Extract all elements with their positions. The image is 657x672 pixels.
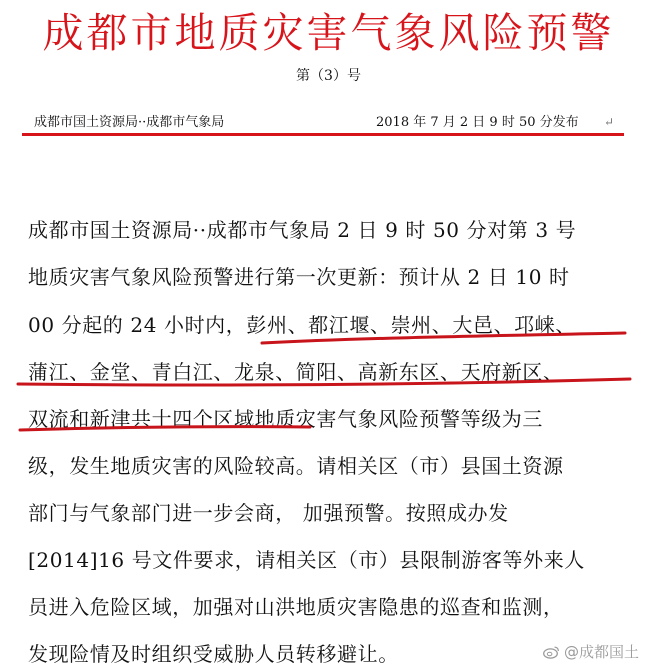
underline-stroke bbox=[20, 427, 310, 430]
watermark-text: @成都国土 bbox=[564, 643, 640, 661]
issue-time: 2018 年 7 月 2 日 9 时 50 分发布 bbox=[376, 115, 579, 130]
body-line: 员进入危险区域，加强对山洪地质灾害隐患的巡查和监测， bbox=[28, 595, 564, 619]
body-line: 部门与气象部门进一步会商， 加强预警。按照成办发 bbox=[28, 501, 509, 525]
body-line: 蒲江、金堂、青白江、龙泉、简阳、高新东区、天府新区、 bbox=[28, 360, 564, 384]
issuing-agencies: 成都市国土资源局··成都市气象局 bbox=[34, 115, 225, 130]
body-line: 级，发生地质灾害的风险较高。请相关区（市）县国土资源 bbox=[28, 454, 564, 478]
warning-title: 成都市地质灾害气象风险预警 bbox=[42, 9, 615, 57]
underline-stroke bbox=[18, 379, 630, 385]
document-number: 第（3）号 bbox=[296, 68, 361, 84]
body-line: 00 分起的 24 小时内，彭州、都江堰、崇州、大邑、邛崃、 bbox=[28, 313, 576, 337]
body-line: 成都市国土资源局··成都市气象局 2 日 9 时 50 分对第 3 号 bbox=[28, 218, 577, 242]
weibo-icon bbox=[543, 645, 560, 659]
underline-stroke bbox=[262, 333, 625, 343]
body-line: 发现险情及时组织受威胁人员转移避让。 bbox=[28, 642, 399, 666]
body-line: 双流和新津共十四个区域地质灾害气象风险预警等级为三 bbox=[28, 407, 543, 431]
body-line: [2014]16 号文件要求，请相关区（市）县限制游客等外来人 bbox=[28, 548, 585, 572]
body-line: 地质灾害气象风险预警进行第一次更新：预计从 2 日 10 时 bbox=[28, 265, 570, 289]
return-mark: ↵ bbox=[604, 115, 615, 129]
